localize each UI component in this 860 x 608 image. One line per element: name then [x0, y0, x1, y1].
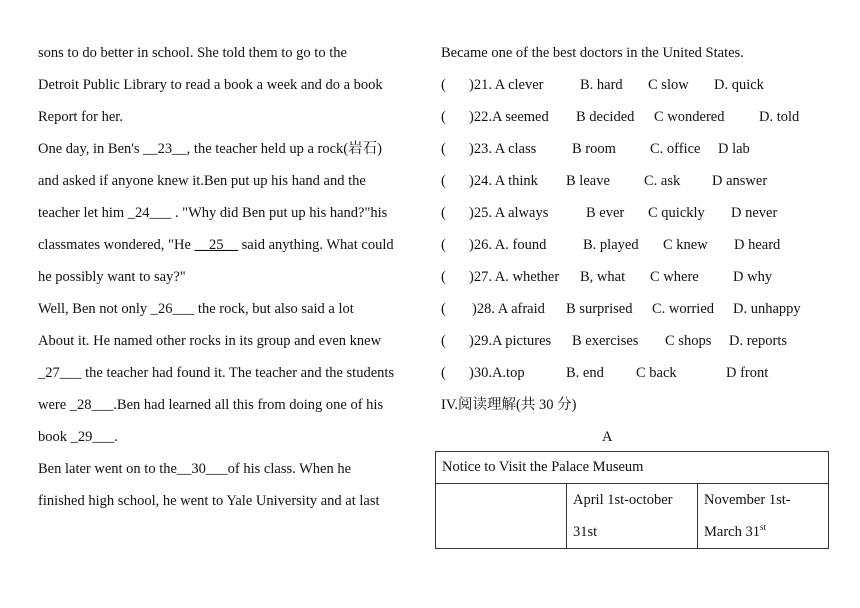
- notice-cell-november: [698, 484, 829, 549]
- option-b: B. played: [583, 237, 639, 253]
- passage-line-13: book _29___.: [38, 429, 118, 445]
- passage-line-12: were _28___.Ben had learned all this from doing one of his: [38, 397, 384, 413]
- passage-label: A: [602, 429, 613, 445]
- notice-cell-empty: [436, 484, 567, 549]
- option-c: C knew: [663, 237, 708, 253]
- section-title: IV.阅读理解(共 30 分): [441, 397, 577, 413]
- november-sup: st: [759, 522, 766, 533]
- passage-line-15: finished high school, he went to Yale University and at last: [38, 493, 380, 509]
- november-line-2: March 31: [704, 524, 760, 540]
- option-d: D never: [731, 205, 778, 221]
- option-d: D why: [733, 269, 773, 285]
- option-d: D. reports: [729, 333, 787, 349]
- notice-table: [435, 451, 829, 549]
- option-a: )29.A pictures: [469, 333, 552, 349]
- option-d: D. told: [759, 109, 800, 125]
- option-b: B leave: [566, 173, 610, 189]
- option-d: D answer: [712, 173, 768, 189]
- passage-line-5: and asked if anyone knew it.Ben put up his hand and the: [38, 173, 366, 189]
- option-a: )28. A afraid: [472, 301, 545, 317]
- april-line-2: 31st: [573, 524, 598, 540]
- passage-line-14: Ben later went on to the__30___of his class. When he: [38, 461, 352, 477]
- option-c: C back: [636, 365, 677, 381]
- april-line-1: April 1st-october: [573, 492, 673, 508]
- answer-paren: (: [441, 109, 446, 125]
- option-c: C. office: [650, 141, 701, 157]
- answer-paren: (: [441, 141, 446, 157]
- passage-line-7-start: classmates wondered, "He: [38, 237, 195, 253]
- answer-paren: (: [441, 269, 446, 285]
- passage-line-3: Report for her.: [38, 109, 123, 125]
- option-c: C quickly: [648, 205, 705, 221]
- answer-paren: (: [441, 237, 446, 253]
- option-b: B room: [572, 141, 616, 157]
- option-c: C where: [650, 269, 699, 285]
- passage-line-10: About it. He named other rocks in its group and even knew: [38, 333, 382, 349]
- passage-line-6: teacher let him _24___ . "Why did Ben put up his hand?"his: [38, 205, 388, 221]
- option-c: C. worried: [652, 301, 715, 317]
- option-a: )27. A. whether: [469, 269, 560, 285]
- notice-cell-april: [567, 484, 698, 549]
- passage-line-9: Well, Ben not only _26___ the rock, but also said a lot: [38, 301, 354, 317]
- option-a: )21. A clever: [469, 77, 544, 93]
- option-a: )30.A.top: [469, 365, 525, 381]
- passage-line-1: sons to do better in school. She told them to go to the: [38, 45, 347, 61]
- passage-line-11: _27___ the teacher had found it. The teacher and the students: [38, 365, 395, 381]
- option-b: B exercises: [572, 333, 639, 349]
- option-b: B, what: [580, 269, 626, 285]
- option-c: C. ask: [644, 173, 681, 189]
- answer-paren: (: [441, 301, 446, 317]
- option-c: C slow: [648, 77, 689, 93]
- option-c: C wondered: [654, 109, 725, 125]
- notice-title: Notice to Visit the Palace Museum: [436, 452, 829, 484]
- answer-paren: (: [441, 333, 446, 349]
- passage-last-line: Became one of the best doctors in the United States.: [441, 45, 744, 61]
- option-c: C shops: [665, 333, 712, 349]
- blank-25: __25__: [194, 237, 239, 253]
- option-a: )22.A seemed: [469, 109, 549, 125]
- option-d: D. quick: [714, 77, 764, 93]
- option-a: )24. A think: [469, 173, 538, 189]
- option-d: D front: [726, 365, 769, 381]
- option-b: B ever: [586, 205, 625, 221]
- option-a: )25. A always: [469, 205, 549, 221]
- option-b: B. end: [566, 365, 604, 381]
- answer-paren: (: [441, 77, 446, 93]
- option-b: B decided: [576, 109, 635, 125]
- option-a: )26. A. found: [469, 237, 547, 253]
- option-d: D. unhappy: [733, 301, 801, 317]
- option-d: D heard: [734, 237, 781, 253]
- option-a: )23. A class: [469, 141, 537, 157]
- passage-line-2: Detroit Public Library to read a book a week and do a book: [38, 77, 383, 93]
- answer-paren: (: [441, 173, 446, 189]
- answer-paren: (: [441, 205, 446, 221]
- option-d: D lab: [718, 141, 750, 157]
- option-b: B. hard: [580, 77, 623, 93]
- passage-line-7: [38, 236, 394, 254]
- november-line-1: November 1st-: [704, 492, 791, 508]
- passage-line-7-end: said anything. What could: [238, 237, 394, 253]
- passage-line-8: he possibly want to say?": [38, 269, 186, 285]
- answer-paren: (: [441, 365, 446, 381]
- option-b: B surprised: [566, 301, 633, 317]
- passage-line-4: One day, in Ben's __23__, the teacher held up a rock(岩石): [38, 141, 382, 157]
